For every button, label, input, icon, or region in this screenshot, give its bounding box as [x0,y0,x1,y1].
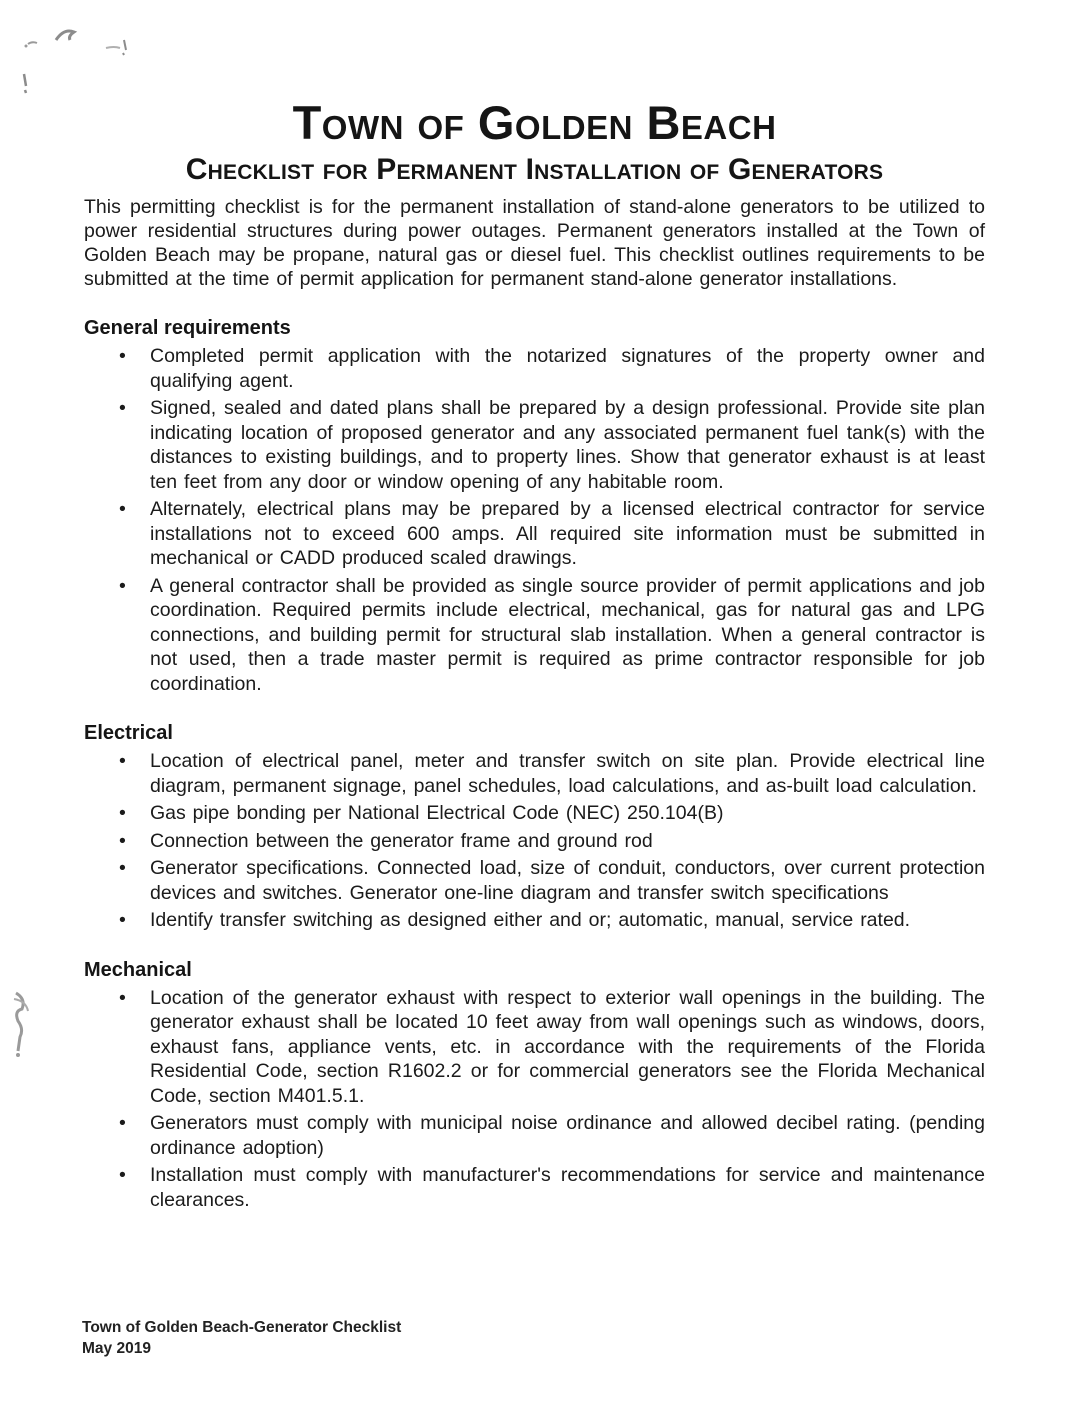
scan-artifact-top-left [18,26,268,96]
bullet-item: • Connection between the generator frame and ground rod [117,829,985,854]
bullet-list [84,986,985,1213]
section-electrical [84,721,985,933]
bullet-item: • A general contractor shall be provided as single source provider of permit applications and job coordination. Required permits include electrical, mechanical, gas for natural gas and LPG connections, and building permit for structural slab installation. When a general contractor is not used, then a trade master permit is required as prime contractor responsible for job coordination. [117,574,985,697]
bullet-item: • Alternately, electrical plans may be prepared by a licensed electrical contractor for service installations not to exceed 600 amps. All required site information must be submitted in mechanical or CADD produced scaled drawings. [117,497,985,571]
section-heading: Electrical [84,722,173,744]
bullet-list [84,344,985,696]
bullet-item: • Identify transfer switching as designed either and or; automatic, manual, service rated. [117,908,985,933]
bullet-item: • Completed permit application with the notarized signatures of the property owner and qualifying agent. [117,344,985,393]
bullet-item: • Location of the generator exhaust with respect to exterior wall openings in the building. The generator exhaust shall be located 10 feet away from wall openings such as windows, doors, exhaust fans, appliance vents, etc. in accordance with the requirements of the Florida Residential Code, section R1602.2 or for commercial generators see the Florida Mechanical Code, section M401.5.1. [117,986,985,1109]
bullet-item: • Installation must comply with manufacturer's recommendations for service and maintenance clearances. [117,1163,985,1212]
document-content [84,96,985,1215]
document-subtitle: Checklist for Permanent Installation of Generators [185,153,884,186]
bullet-list [84,749,985,933]
document-title: Town of Golden Beach [292,96,777,149]
scan-artifact-left-margin [4,985,44,1065]
bullet-item: • Generator specifications. Connected load, size of conduit, conductors, over current protection devices and switches. Generator one-line diagram and transfer switch specifications [117,856,985,905]
section-heading: Mechanical [84,958,192,981]
footer [82,1317,401,1359]
section-heading: General requirements [84,317,291,339]
bullet-item: • Location of electrical panel, meter and transfer switch on site plan. Provide electrical line diagram, permanent signage, panel schedules, load calculations, and as-built load calculation. [117,749,985,798]
bullet-item: • Generators must comply with municipal noise ordinance and allowed decibel rating. (pending ordinance adoption) [117,1111,985,1160]
section-general-requirements [84,316,985,696]
intro-paragraph: This permitting checklist is for the permanent installation of stand-alone generators to be utilized to power residential structures during power outages. Permanent generators installed at the Town of Golden Beach may be propane, natural gas or diesel fuel. This checklist outlines requirements to be submitted at the time of permit application for permanent stand-alone generator installations. [84,196,985,290]
section-mechanical [84,958,985,1213]
bullet-item: • Signed, sealed and dated plans shall be prepared by a design professional. Provide site plan indicating location of proposed generator and any associated permanent fuel tank(s) with the distances to existing buildings, and to property lines. Show that generator exhaust is at least ten feet from any door or window opening of any habitable room. [117,396,985,494]
footer-doc-name: Town of Golden Beach-Generator Checklist [82,1319,402,1336]
footer-date: May 2019 [82,1340,151,1357]
bullet-item: • Gas pipe bonding per National Electrical Code (NEC) 250.104(B) [117,801,985,826]
